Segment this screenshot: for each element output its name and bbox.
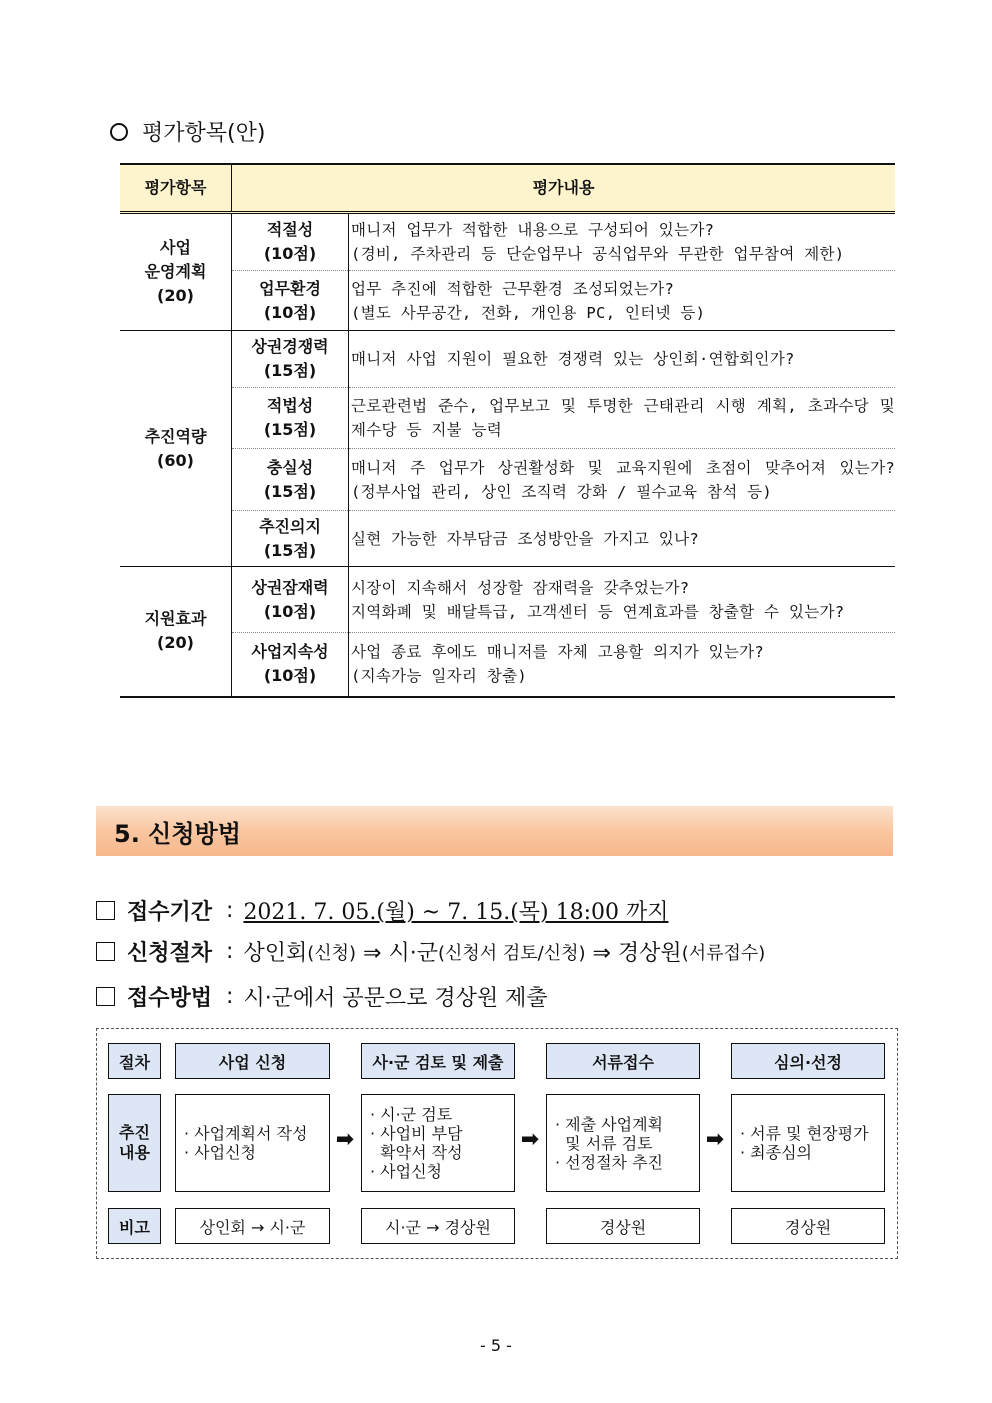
procedure-part: ⇒ 경상원: [585, 941, 682, 966]
desc-cell: 근로관련법 준수, 업무보고 및 투명한 근태관리 시행 계획, 초과수당 및 제수당 등 지불 능력: [349, 388, 896, 449]
method-value: 시·군에서 공문으로 경상원 제출: [243, 986, 548, 1011]
method-label: 접수방법: [127, 986, 213, 1011]
table-row: [120, 567, 895, 633]
content-line: · 시·군 검토: [370, 1105, 453, 1124]
content-line: · 선정절차 추진: [555, 1152, 663, 1172]
step-content: [546, 1094, 700, 1192]
process-diagram: [96, 1028, 898, 1259]
desc-cell: 실현 가능한 자부담금 조성방안을 가지고 있나?: [349, 511, 896, 567]
sub-item-cell: 업무환경 (10점): [232, 271, 349, 331]
header-item: 평가항목: [120, 164, 232, 213]
content-line: 확약서 작성: [370, 1143, 463, 1162]
procedure-part: 상인회: [243, 941, 308, 966]
content-line: · 사업신청: [184, 1143, 256, 1162]
step-note: 경상원: [731, 1208, 885, 1244]
procedure-part: (신청): [307, 942, 357, 964]
table-row: [120, 449, 895, 511]
sub-item-cell: 상권경쟁력 (15점): [232, 331, 349, 388]
sub-item-cell: 상권잠재력 (10점): [232, 567, 349, 633]
table-row: [120, 271, 895, 331]
table-row: [120, 511, 895, 567]
sub-item-cell: 충실성 (15점): [232, 449, 349, 511]
checkbox-square-icon: [96, 942, 115, 961]
step-note: 경상원: [546, 1208, 700, 1244]
arrow-right-icon: ➡: [520, 1127, 540, 1152]
category-cell: 추진역량 (60): [120, 331, 232, 567]
content-line: · 최종심의: [740, 1143, 812, 1162]
circle-bullet-icon: [110, 123, 128, 141]
category-cell: 사업 운영계획 (20): [120, 213, 232, 331]
info-method: 접수방법 : 시·군에서 공문으로 경상원 제출: [96, 981, 548, 1012]
procedure-part: (신청서 검토/신청): [437, 942, 586, 964]
step-note: 상인회 → 시·군: [175, 1208, 330, 1244]
eval-table: [120, 163, 895, 698]
info-period: 접수기간 : 2021. 7. 05.(월) ~ 7. 15.(목) 18:00 까지: [96, 895, 669, 926]
content-line: · 서류 및 현장평가: [740, 1124, 869, 1143]
sub-item-cell: 적절성 (10점): [232, 213, 349, 271]
table-row: [120, 213, 895, 271]
content-line: · 사업계획서 작성: [184, 1124, 308, 1143]
arrow-right-icon: ➡: [335, 1127, 355, 1152]
desc-cell: 사업 종료 후에도 매니저를 자체 고용할 의지가 있는가? (지속가능 일자리 창출): [349, 633, 896, 697]
header-content: 평가내용: [232, 164, 896, 213]
content-line: · 사업비 부담: [370, 1124, 463, 1143]
section-title: 5. 신청방법: [114, 819, 241, 848]
procedure-part: (서류접수): [681, 942, 766, 964]
step-header: 서류접수: [546, 1043, 700, 1079]
checkbox-square-icon: [96, 987, 115, 1006]
procedure-label: 신청절차: [127, 941, 213, 966]
period-label: 접수기간: [127, 900, 213, 925]
table-row: [120, 633, 895, 697]
eval-heading: [110, 116, 265, 147]
sub-item-cell: 추진의지 (15점): [232, 511, 349, 567]
row-label-step: 절차: [108, 1043, 161, 1079]
content-line: 및 서류 검토: [555, 1133, 653, 1153]
step-content: [175, 1094, 330, 1192]
desc-cell: 시장이 지속해서 성장할 잠재력을 갖추었는가? 지역화폐 및 배달특급, 고객센터 등 연계효과를 창출할 수 있는가?: [349, 567, 896, 633]
procedure-part: ⇒ 시·군: [356, 941, 438, 966]
table-row: [120, 331, 895, 388]
desc-cell: 매니저 사업 지원이 필요한 경쟁력 있는 상인회·연합회인가?: [349, 331, 896, 388]
desc-cell: 매니저 주 업무가 상권활성화 및 교육지원에 초점이 맞추어져 있는가? (정부사업 관리, 상인 조직력 강화 / 필수교육 참석 등): [349, 449, 896, 511]
table-row: [120, 388, 895, 449]
sub-item-cell: 적법성 (15점): [232, 388, 349, 449]
step-header: 심의·선정: [731, 1043, 885, 1079]
content-line: · 제출 사업계획: [555, 1114, 663, 1134]
row-label-note: 비고: [108, 1208, 161, 1244]
step-header: 사·군 검토 및 제출: [361, 1043, 515, 1079]
page-number: - 5 -: [480, 1336, 512, 1355]
desc-cell: 매니저 업무가 적합한 내용으로 구성되어 있는가? (경비, 주차관리 등 단순업무나 공식업무와 무관한 업무참여 제한): [349, 213, 896, 271]
step-note: 시·군 → 경상원: [361, 1208, 515, 1244]
section-header: [96, 806, 893, 856]
eval-heading-text: 평가항목(안): [142, 121, 266, 146]
category-cell: 지원효과 (20): [120, 567, 232, 697]
arrow-right-icon: ➡: [705, 1127, 725, 1152]
checkbox-square-icon: [96, 901, 115, 920]
step-header: 사업 신청: [175, 1043, 330, 1079]
content-line: · 사업신청: [370, 1162, 442, 1181]
period-value: 2021. 7. 05.(월) ~ 7. 15.(목) 18:00 까지: [243, 900, 669, 925]
step-content: [731, 1094, 885, 1192]
info-procedure: 신청절차 : 상인회 (신청) ⇒ 시·군 (신청서 검토/신청) ⇒ 경상원 (서류접수): [96, 936, 765, 967]
desc-cell: 업무 추진에 적합한 근무환경 조성되었는가? (별도 사무공간, 전화, 개인용 PC, 인터넷 등): [349, 271, 896, 331]
sub-item-cell: 사업지속성 (10점): [232, 633, 349, 697]
row-label-content: 추진 내용: [108, 1094, 161, 1192]
step-content: [361, 1094, 515, 1192]
